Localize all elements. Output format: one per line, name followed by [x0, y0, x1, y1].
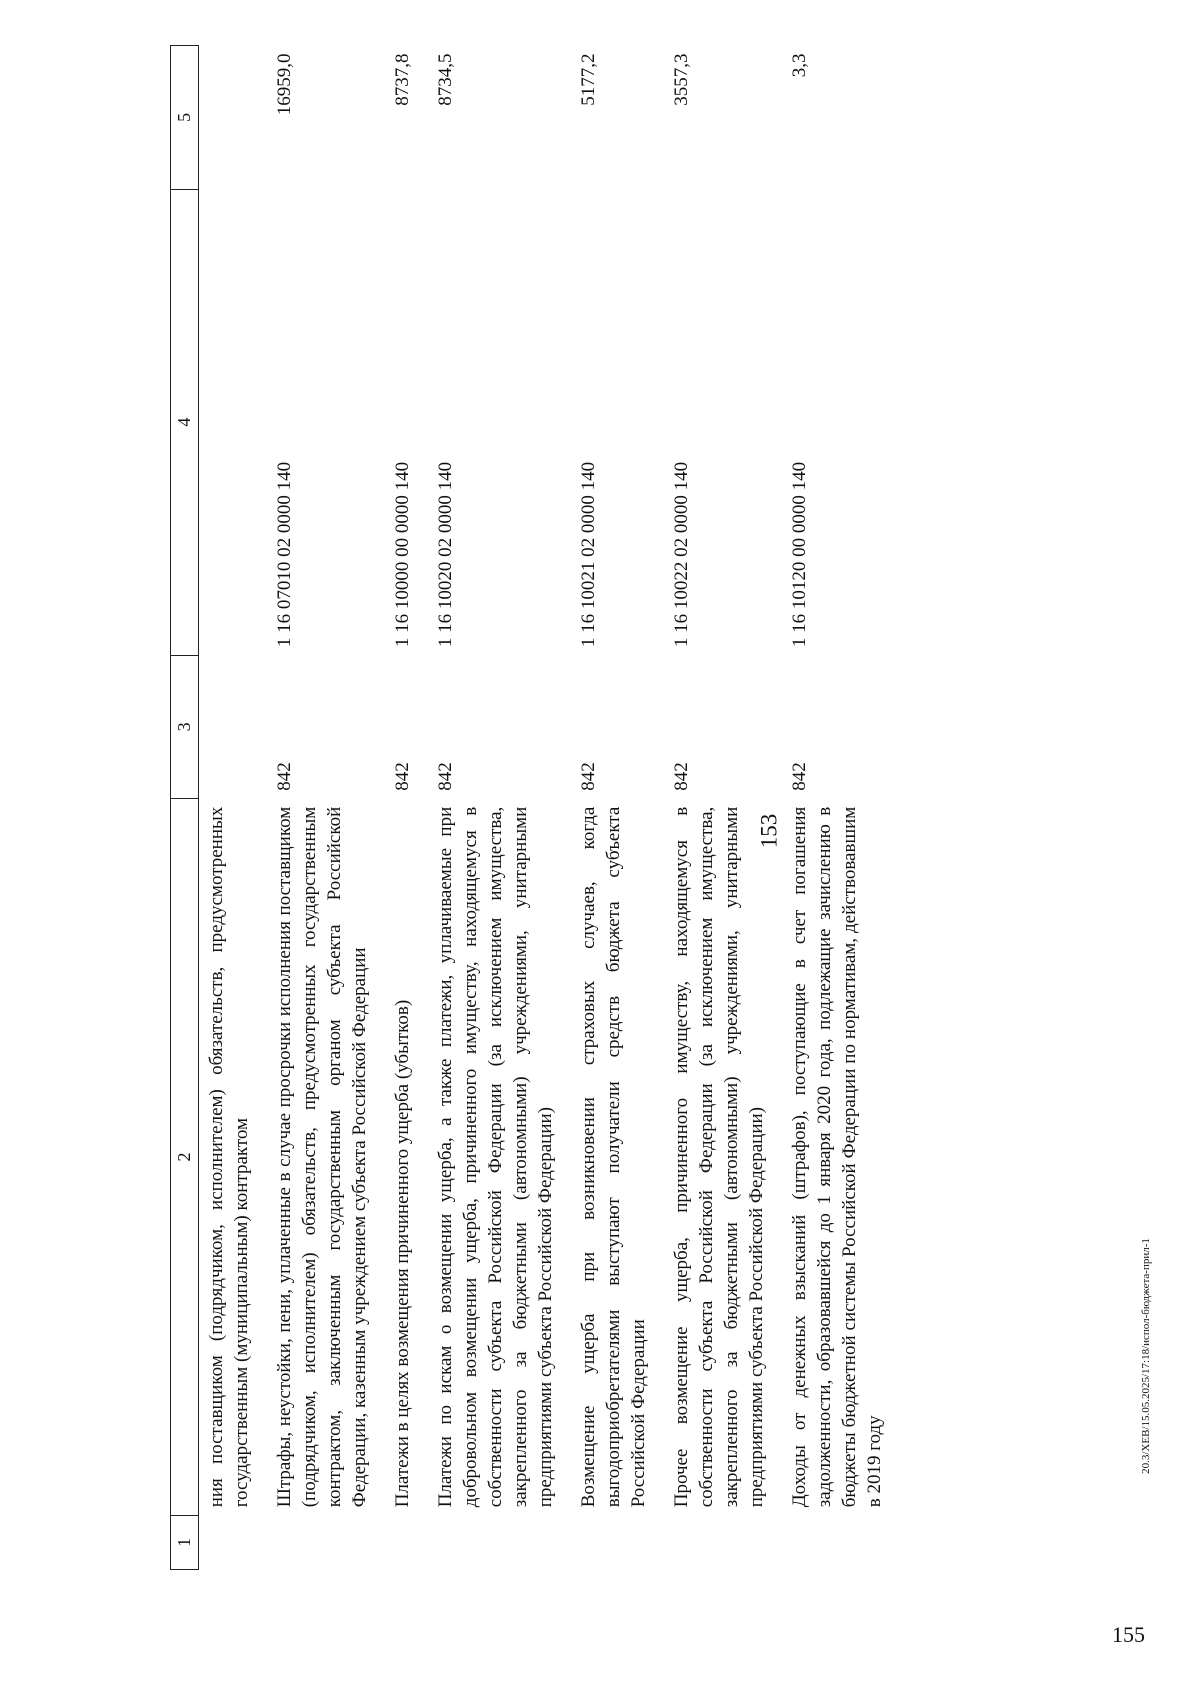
row-amount: 16959,0 — [274, 53, 295, 116]
table-row — [428, 46, 571, 1570]
row-classification-code: 1 16 10021 02 0000 140 — [578, 461, 599, 648]
table-row — [782, 46, 900, 1570]
table-row — [199, 46, 268, 1570]
row-description: Доходы от денежных взысканий (штрафов), поступающие в счет погашения задолженности, образовавшейся до 1 января 2020 года, подлежащие зачислению в бюджеты бюджетной системы Российской Федерации по нормативам, действовавшим в 2019 году — [789, 806, 885, 1508]
column-2-header: 2 — [171, 799, 199, 1516]
document-stamp: 20.3/XEB/15.05.2025/17:18/испол-бюджета-прил-1 — [1139, 1238, 1152, 1474]
table-row — [267, 46, 385, 1570]
table-row — [385, 46, 428, 1570]
row-amount: 3557,3 — [671, 53, 692, 106]
row-classification-code: 1 16 10120 00 0000 140 — [789, 461, 810, 648]
row-amount: 3,3 — [789, 53, 810, 78]
column-1-header: 1 — [171, 1515, 199, 1569]
row-description: Возмещение ущерба при возникновении страховых случаев, когда выгодоприобретателями выступают получатели средств бюджета субъекта Российской Федерации — [578, 806, 649, 1508]
row-classification-code: 1 16 07010 02 0000 140 — [274, 461, 295, 648]
row-classification-code — [199, 189, 268, 655]
column-3-header: 3 — [171, 655, 199, 799]
row-admin-code: 842 — [274, 762, 295, 791]
row-description: Платежи по искам о возмещении ущерба, а также платежи, уплачиваемые при добровольном возмещении ущерба, причиненного имуществу, находящемуся в собственности субъекта Российской Федерации (за исключением имущества, закрепленного за бюджетными (автономными) учреждениями, унитарными предприятиями субъекта Российской Федерации) — [435, 806, 556, 1508]
row-admin-code — [199, 655, 268, 799]
row-admin-code: 842 — [789, 762, 810, 791]
row-description: Прочее возмещение ущерба, причиненного имуществу, находящемуся в собственности субъекта Российской Федерации (за исключением имущества, закрепленного за бюджетными (автономными) учреждениями, унитарными предприятиями субъекта Российской Федерации) — [671, 806, 767, 1508]
budget-income-table-container — [170, 45, 1010, 1570]
budget-income-table — [170, 45, 900, 1570]
table-row — [571, 46, 664, 1570]
header-row — [171, 46, 199, 1570]
row-description: Платежи в целях возмещения причиненного ущерба (убытков) — [392, 999, 413, 1508]
row-classification-code: 1 16 10022 02 0000 140 — [671, 461, 692, 648]
row-admin-code: 842 — [671, 762, 692, 791]
table-header — [171, 46, 199, 1570]
row-amount: 5177,2 — [578, 53, 599, 106]
row-description: Штрафы, неустойки, пени, уплаченные в случае просрочки исполнения поставщиком (подрядчиком, исполнителем) обязательств, предусмотренных государственным контрактом, заключенным государственным органом субъекта Российской Федерации, казенным учреждением субъекта Российской Федерации — [274, 806, 370, 1508]
row-amount: 8737,8 — [392, 53, 413, 106]
row-amount: 8734,5 — [435, 53, 456, 106]
row-admin-code: 842 — [392, 762, 413, 791]
page-number: 153 — [756, 813, 782, 849]
column-4-header: 4 — [171, 189, 199, 655]
row-amount — [199, 46, 268, 190]
row-classification-code: 1 16 10000 00 0000 140 — [392, 461, 413, 648]
column-5-header: 5 — [171, 46, 199, 190]
table-body — [199, 46, 901, 1570]
row-description: ния поставщиком (подрядчиком, исполнителем) обязательств, предусмотренных государственным (муниципальным) контрактом — [206, 806, 252, 1508]
footer-page-number: 155 — [1112, 1622, 1145, 1647]
row-admin-code: 842 — [435, 762, 456, 791]
row-admin-code: 842 — [578, 762, 599, 791]
row-classification-code: 1 16 10020 02 0000 140 — [435, 461, 456, 648]
table-row — [664, 46, 782, 1570]
